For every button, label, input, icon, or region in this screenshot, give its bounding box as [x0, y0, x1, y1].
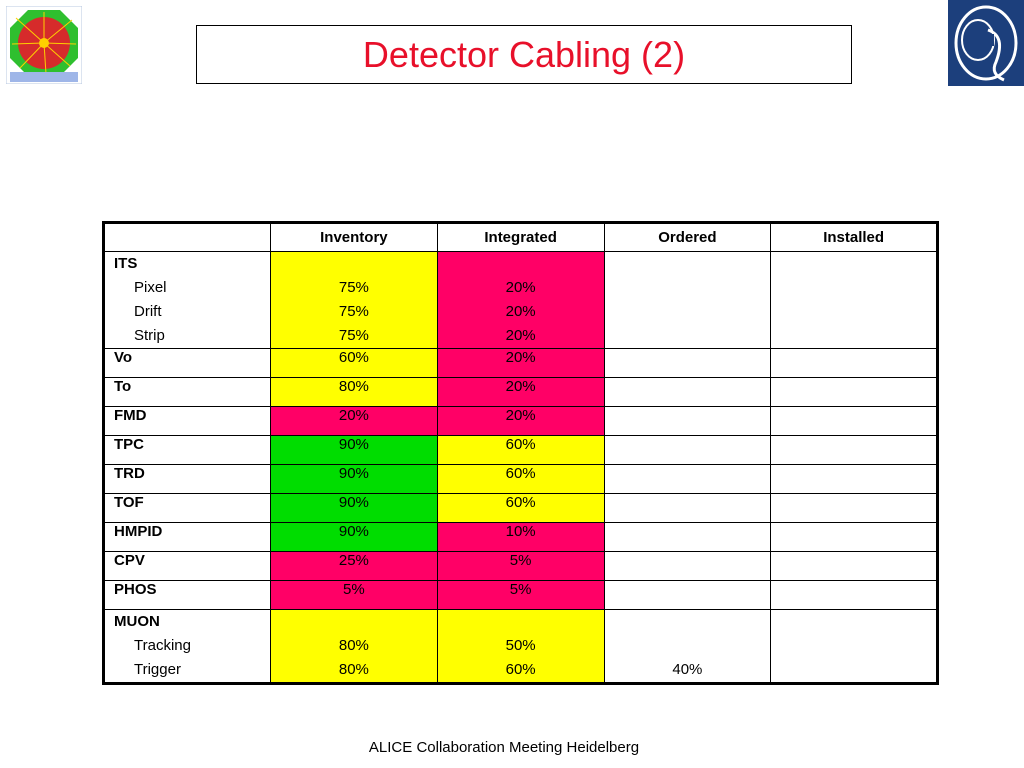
- inventory-cell: 90%: [271, 523, 438, 552]
- value: 75%: [338, 279, 369, 296]
- installed-cell: [771, 610, 938, 684]
- ordered-cell: [604, 610, 771, 684]
- ordered-cell: [604, 378, 771, 407]
- row-label: To: [104, 378, 271, 407]
- inventory-cell: 20%: [271, 407, 438, 436]
- value: 75%: [338, 327, 369, 344]
- header-inventory: Inventory: [271, 223, 438, 252]
- integrated-cell: 20%: [437, 378, 604, 407]
- row-label: HMPID: [104, 523, 271, 552]
- header-blank: [104, 223, 271, 252]
- table-row-cpv: [104, 552, 938, 581]
- installed-cell: [771, 552, 938, 581]
- value: 40%: [672, 661, 703, 678]
- inventory-cell: 90%: [271, 436, 438, 465]
- row-label: TPC: [104, 436, 271, 465]
- title-box: [196, 25, 852, 84]
- table-row-vo: [104, 349, 938, 378]
- row-label-cell: [104, 252, 271, 349]
- inventory-cell: 90%: [271, 465, 438, 494]
- table-row-tof: [104, 494, 938, 523]
- header-integrated: Integrated: [437, 223, 604, 252]
- integrated-cell: [437, 252, 604, 349]
- row-label: Vo: [104, 349, 271, 378]
- row-label: MUON: [114, 613, 160, 630]
- header-row: [104, 223, 938, 252]
- ordered-cell: [604, 581, 771, 610]
- integrated-cell: 5%: [437, 581, 604, 610]
- table-row-tpc: [104, 436, 938, 465]
- row-label: PHOS: [104, 581, 271, 610]
- value: 20%: [505, 327, 536, 344]
- ordered-cell: [604, 552, 771, 581]
- table-row-muon: [104, 610, 938, 684]
- installed-cell: [771, 494, 938, 523]
- integrated-cell: 60%: [437, 494, 604, 523]
- row-label: TOF: [104, 494, 271, 523]
- value: [605, 634, 771, 658]
- value: [771, 634, 936, 658]
- installed-cell: [771, 349, 938, 378]
- inventory-cell: 5%: [271, 581, 438, 610]
- cern-logo: [948, 0, 1024, 86]
- value: 75%: [338, 303, 369, 320]
- page-title: Detector Cabling (2): [362, 33, 686, 75]
- sub-label: Pixel: [134, 279, 167, 296]
- inventory-cell: [271, 610, 438, 684]
- integrated-cell: 10%: [437, 523, 604, 552]
- sub-label: Trigger: [134, 661, 181, 678]
- table-row-to: [104, 378, 938, 407]
- installed-cell: [771, 465, 938, 494]
- ordered-cell: [604, 465, 771, 494]
- alice-logo: [6, 6, 82, 84]
- installed-cell: [771, 252, 938, 349]
- integrated-cell: 60%: [437, 436, 604, 465]
- row-label: CPV: [104, 552, 271, 581]
- table-row-its: [104, 252, 938, 349]
- cabling-table: [102, 221, 939, 685]
- table-row-trd: [104, 465, 938, 494]
- inventory-cell: 25%: [271, 552, 438, 581]
- ordered-cell: [604, 494, 771, 523]
- sub-label: Strip: [134, 327, 165, 344]
- value: 60%: [505, 661, 536, 678]
- table-row-phos: [104, 581, 938, 610]
- ordered-cell: [604, 349, 771, 378]
- installed-cell: [771, 378, 938, 407]
- inventory-cell: 90%: [271, 494, 438, 523]
- ordered-cell: [604, 436, 771, 465]
- ordered-cell: [604, 252, 771, 349]
- table-row-hmpid: [104, 523, 938, 552]
- row-label: FMD: [104, 407, 271, 436]
- value: 20%: [505, 279, 536, 296]
- row-label: TRD: [104, 465, 271, 494]
- installed-cell: [771, 407, 938, 436]
- value: 20%: [505, 303, 536, 320]
- inventory-cell: 80%: [271, 378, 438, 407]
- installed-cell: [771, 581, 938, 610]
- inventory-cell: [271, 252, 438, 349]
- installed-cell: [771, 436, 938, 465]
- installed-cell: [771, 523, 938, 552]
- header-installed: Installed: [771, 223, 938, 252]
- integrated-cell: 60%: [437, 465, 604, 494]
- integrated-cell: [437, 610, 604, 684]
- integrated-cell: 20%: [437, 407, 604, 436]
- value: 80%: [338, 661, 369, 678]
- inventory-cell: 60%: [271, 349, 438, 378]
- footer-text: ALICE Collaboration Meeting Heidelberg: [368, 739, 640, 756]
- ordered-cell: [604, 407, 771, 436]
- sub-label: Drift: [134, 303, 162, 320]
- value: [771, 658, 936, 682]
- table-row-fmd: [104, 407, 938, 436]
- value: 50%: [505, 637, 536, 654]
- value: 80%: [338, 637, 369, 654]
- ordered-cell: [604, 523, 771, 552]
- header-ordered: Ordered: [604, 223, 771, 252]
- integrated-cell: 20%: [437, 349, 604, 378]
- row-label-cell: [104, 610, 271, 684]
- sub-label: Tracking: [134, 637, 191, 654]
- integrated-cell: 5%: [437, 552, 604, 581]
- row-label: ITS: [114, 255, 138, 272]
